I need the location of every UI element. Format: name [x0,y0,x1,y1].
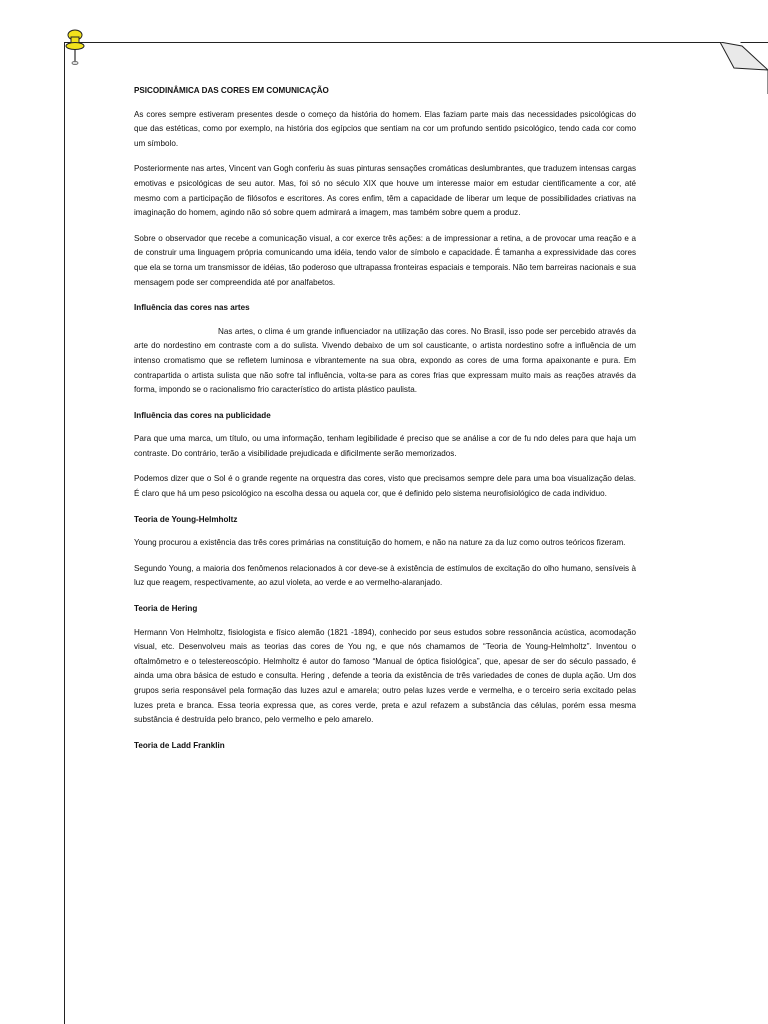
paragraph: Para que uma marca, um título, ou uma informação, tenham legibilidade é preciso que se análise a cor de fu ndo deles para que haja um contraste. Do contrário, terão a visibilidade prejudicada e dificilmente serão memorizados. [134,434,636,458]
paragraph: Sobre o observador que recebe a comunicação visual, a cor exerce três ações: a de impressionar a retina, a de provocar uma reação e a de construir uma linguagem própria comunicando uma idéia, tendo valor de símbolo e capacidade. É tamanha a expressividade das cores que ela se torna um transmissor de idéias, tão poderoso que ultrapassa fronteiras espaciais e temporais. Não tem barreiras nacionais e sua mensagem pode ser compreendida até por analfabetos. [134,233,636,287]
document-content [134,84,636,762]
paragraph: Young procurou a existência das três cores primárias na constituição do homem, e não na nature za da luz como outros teóricos fizeram. [134,538,626,548]
paragraph: Posteriormente nas artes, Vincent van Gogh conferiu às suas pinturas sensações cromáticas deslumbrantes, que traduzem intensas cargas emotivas e psicológicas de seu autor. Mas, foi só no século XIX que houve um interesse maior em estudar cientificamente a cor, até mesmo com a participação de filósofos e escritores. As cores enfim, têm a capacidade de liberar um leque de possibilidades criativas na imaginação do homem, agindo não só sobre quem admirará a imagem, mas também sobre quem a produz. [134,164,636,218]
section-heading-publicidade: Influência das cores na publicidade [134,410,271,420]
paragraph: As cores sempre estiveram presentes desde o começo da história do homem. Elas faziam parte mais das necessidades psicológicas do que das estéticas, como por exemplo, na história dos egípcios que sentiam na cor um profundo sentido psicológico, tendo cada cor como um símbolo. [134,109,636,148]
section-heading-artes: Influência das cores nas artes [134,303,250,313]
paragraph: Podemos dizer que o Sol é o grande regente na orquestra das cores, visto que precisamos sempre dele para uma boa visualização delas. É claro que há um peso psicológico na escolha dessa ou aquela cor, que é definido pelo sistema neurofisiológico de cada individuo. [134,474,636,499]
paragraph-text: Nas artes, o clima é um grande influenciador na utilização das cores. No Brasil, isso pode ser percebido através da arte do nordestino em contraste com a do sulista. Vivendo debaixo de um sol causticante, o artista nordestino sofre a influência de um intenso cromatismo que se refletem luminosa e vibrantemente na sua obra, expondo as cores de uma forma apaixonante e pura. Em contrapartida o artista sulista que não sofre tal influência, volta-se para as cores frias que expressam muito mais as reações através da forma, impondo se o racionalismo frio característico do artista plástico paulista. [134,326,636,395]
paragraph-artes [134,325,636,398]
section-heading-hering: Teoria de Hering [134,604,198,614]
section-heading-ladd: Teoria de Ladd Franklin [134,740,225,750]
pushpin-icon [64,28,86,66]
section-heading-young: Teoria de Young-Helmholtz [134,514,238,524]
paragraph: Segundo Young, a maioria dos fenômenos relacionados à cor deve-se à existência de estímulos de excitação do olho humano, sensíveis à luz que reagem, respectivamente, ao azul violeta, ao verde e ao vermelho-alaranjado. [134,563,636,588]
document-title: PSICODINÂMICA DAS CORES EM COMUNICAÇÃO [134,86,329,95]
paragraph: Hermann Von Helmholtz, fisiologista e físico alemão (1821 -1894), conhecido por seus estudos sobre ressonância acústica, acomodação visual, etc. Desenvolveu mais as teorias das cores de You ng, e que nós chamamos de “Teoria de Young-Helmholtz”. Inventou o oftalmômetro e o telestereoscópio. Helmholtz é autor do famoso “Manual de óptica fisiológica”, que, apesar de ser do século passado, é ainda uma obra básica de estudo e consulta. Hering , defende a teoria da existência de três variedades de cones de dupla ação. Um dos grupos seria responsável pela formação das luzes azul e amarela; outro pelas luzes verde e vermelha, e o terceiro seria excitado pelas luzes preta e branca. Essa teoria expressa que, as cores verde, preta e azul refazem a substância das células, porém essa mesma substância é destruída pelo branco, pelo vermelho e pelo amarelo. [134,627,636,725]
page-curl-icon [708,42,768,94]
